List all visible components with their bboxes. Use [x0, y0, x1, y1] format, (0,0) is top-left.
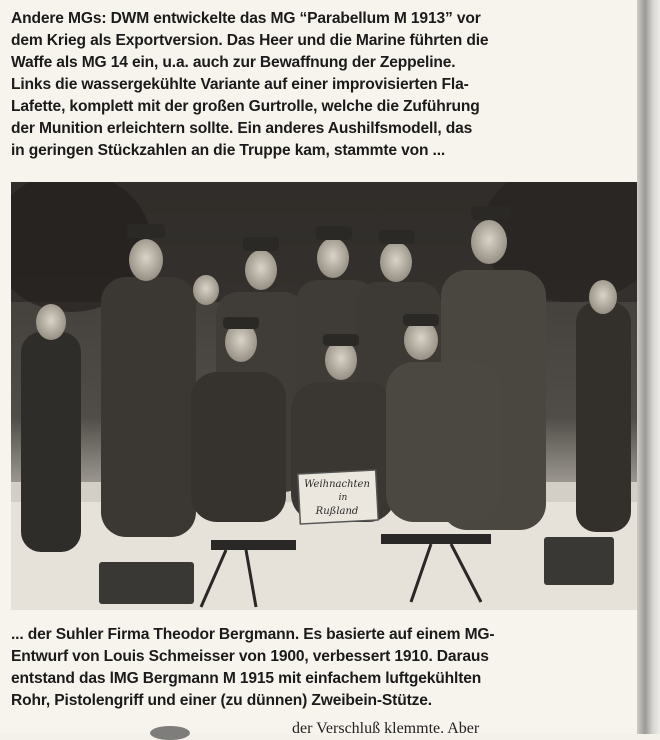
body-text-fragment: der Verschluß klemmte. Aber — [292, 720, 480, 737]
caption-line: in geringen Stückzahlen an die Truppe kam, stammte von ... — [11, 142, 446, 159]
historical-photo — [11, 182, 637, 610]
caption-line: Waffe als MG 14 ein, u.a. auch zur Bewaffnung der Zeppeline. — [11, 54, 456, 71]
caption-line: Links die wassergekühlte Variante auf einer improvisierten Fla- — [11, 76, 469, 93]
sign-line: Weihnachten — [304, 479, 370, 490]
sign-line: Rußland — [315, 506, 359, 517]
caption-line: dem Krieg als Exportversion. Das Heer und die Marine führten die — [11, 32, 489, 49]
caption-top — [11, 8, 621, 162]
page-gutter — [637, 0, 660, 734]
photo-illustration — [11, 182, 637, 610]
caption-line: der Munition erleichtern sollte. Ein anderes Aushilfsmodell, das — [11, 120, 473, 137]
caption-line: ... der Suhler Firma Theodor Bergmann. Es basierte auf einem MG- — [11, 626, 495, 643]
caption-line: Andere MGs: DWM entwickelte das MG “Parabellum M 1913” vor — [11, 10, 481, 27]
caption-line: Entwurf von Louis Schmeisser von 1900, verbessert 1910. Daraus — [11, 648, 489, 665]
caption-line: Rohr, Pistolengriff und einer (zu dünnen) Zweibein-Stütze. — [11, 692, 432, 709]
caption-bottom — [11, 624, 621, 712]
caption-line: entstand das lMG Bergmann M 1915 mit einfachem luftgekühlten — [11, 670, 482, 687]
sign-line: in — [338, 493, 348, 503]
christmas-sign — [298, 470, 379, 524]
caption-line: Lafette, komplett mit der großen Gurtrolle, welche die Zuführung — [11, 98, 480, 115]
ink-mark — [150, 726, 190, 740]
